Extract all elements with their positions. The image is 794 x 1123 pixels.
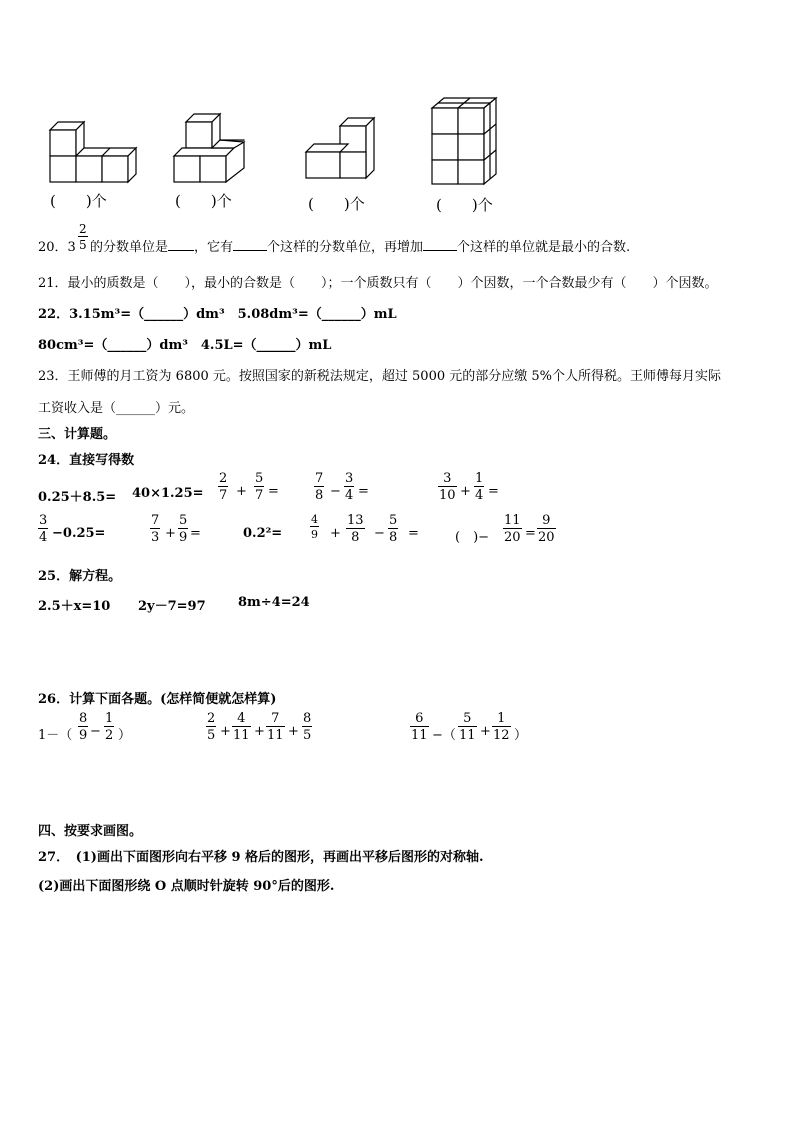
q25-title: 25．解方程。 <box>38 569 122 584</box>
q21-text: 21．最小的质数是（ ），最小的合数是（ ）；一个质数只有（ ）个因数，一个合数最少有（ ）个因数。 <box>38 276 718 291</box>
cube-label-1: ( )个 <box>50 192 107 210</box>
q20-text-3: 个这样的分数单位，再增加 <box>267 240 424 255</box>
section-4-heading: 四、按要求画图。 <box>38 824 143 839</box>
q20-fraction: 2 5 <box>79 222 87 252</box>
q20-text-2: ，它有 <box>194 240 234 255</box>
q20-text-4: 个这样的单位就是最小的合数. <box>457 240 631 255</box>
q20-blank-2 <box>233 250 267 251</box>
cube-label-3: ( )个 <box>308 195 365 213</box>
q20-num: 20．3 <box>38 240 76 255</box>
q24-r1b: 40×1.25= <box>132 486 204 501</box>
q25-eq-3: 8m÷4=24 <box>238 595 310 610</box>
q27-line-2: (2)画出下面图形绕 O 点顺时针旋转 90°后的图形. <box>38 879 335 894</box>
q25-eq-2: 2y－7=97 <box>138 599 206 614</box>
q24-r2c: 0.2²= <box>243 526 283 541</box>
q23-line-2: 工资收入是（______）元。 <box>38 401 195 416</box>
cube-figure-4 <box>430 94 504 188</box>
q24-r1c: 2 7 + 5 7 = <box>219 471 279 503</box>
cube-figure-1 <box>48 118 140 186</box>
q24-r2d: 4 9 + 13 8 − 5 8 = <box>311 513 419 545</box>
section-3-heading: 三、计算题。 <box>38 427 117 442</box>
q26-problem-2: 2 5 + 4 11 + 7 11 + 8 5 <box>207 711 312 743</box>
cube-figure-3 <box>304 116 378 186</box>
q27-line-1: 27． (1)画出下面图形向右平移 9 格后的图形，再画出平移后图形的对称轴. <box>38 850 484 865</box>
q22-line-2: 80cm³=（______）dm³ 4.5L=（______）mL <box>38 338 332 353</box>
q24-r1a: 0.25＋8.5= <box>38 490 117 505</box>
q24-title: 24．直接写得数 <box>38 453 135 468</box>
q25-eq-1: 2.5＋x=10 <box>38 599 111 614</box>
cube-label-2: ( )个 <box>175 192 232 210</box>
q24-r1e: 3 10 + 1 4 = <box>439 471 499 503</box>
q20-text-1: 的分数单位是 <box>90 240 169 255</box>
q26-title: 26．计算下面各题。(怎样简便就怎样算) <box>38 692 277 707</box>
cube-figure-2 <box>172 112 252 186</box>
cube-label-4: ( )个 <box>436 196 493 214</box>
q24-r2b: 7 3 + 5 9 = <box>151 513 201 545</box>
q24-r2e: ( )− 11 20 = 9 20 <box>455 513 555 545</box>
q23-line-1: 23．王师傅的月工资为 6800 元。按照国家的新税法规定，超过 5000 元的部分应缴 5%个人所得税。王师傅每月实际 <box>38 369 721 384</box>
q26-problem-3: 6 11 −（ 5 11 + 1 12 ） <box>411 711 528 743</box>
q24-r1d: 7 8 − 3 4 = <box>315 471 369 503</box>
q22-line-1: 22．3.15m³=（______）dm³ 5.08dm³=（______）mL <box>38 307 397 322</box>
q20-blank-3 <box>423 250 457 251</box>
q26-problem-1: 1－（ 8 9 − 1 2 ） <box>38 711 132 743</box>
q24-r2a: 3 4 −0.25= <box>39 513 106 545</box>
q20-blank-1 <box>168 250 194 251</box>
